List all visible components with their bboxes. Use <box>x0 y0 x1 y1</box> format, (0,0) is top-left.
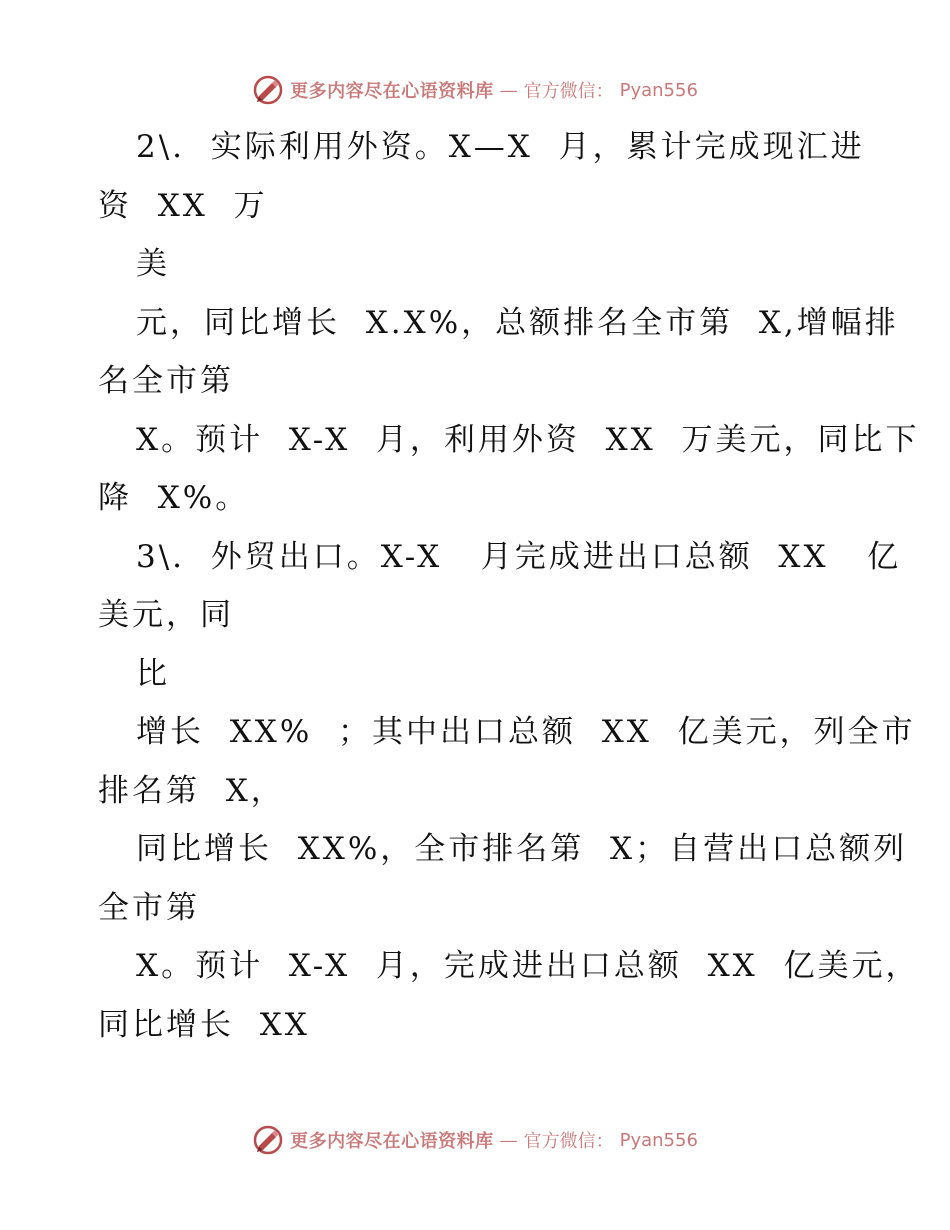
text-line: 2\. 实际利用外资。X—X 月，累计完成现汇进 <box>136 129 865 165</box>
text-line: 同比增长 XX <box>98 1006 310 1043</box>
text-line: 元，同比增长 X.X%，总额排名全市第 X,增幅排 <box>136 304 899 341</box>
banner-wechat-id: Pyan556 <box>619 79 698 101</box>
banner-title: 更多内容尽在心语资料库 <box>290 81 494 102</box>
pen-logo-icon <box>252 74 284 106</box>
text-line: 美 <box>136 246 170 282</box>
text-line: X。预计 X-X 月，完成进出口总额 XX 亿美元， <box>136 948 920 984</box>
text-line: 3\. 外贸出口。X-X 月完成进出口总额 XX 亿 <box>136 538 902 575</box>
text-line: 比 <box>136 655 170 692</box>
banner-content <box>252 74 698 106</box>
header-watermark-banner <box>0 70 950 110</box>
text-line: 降 X%。 <box>98 480 250 516</box>
pen-logo-icon <box>252 1124 284 1156</box>
text-line: 同比增长 XX%，全市排名第 X；自营出口总额列 <box>136 831 908 867</box>
text-line: 增长 XX% ；其中出口总额 XX 亿美元，列全市 <box>136 714 916 750</box>
banner-wechat-label: 官方微信： <box>523 81 614 102</box>
document-body <box>98 118 920 1054</box>
banner-dash: — <box>499 1129 518 1151</box>
banner-wechat-label: 官方微信： <box>523 1131 614 1152</box>
text-line: 资 XX 万 <box>98 187 268 224</box>
banner-content <box>252 1124 698 1156</box>
text-line: 美元，同 <box>98 597 234 633</box>
text-line: 名全市第 <box>98 363 234 399</box>
footer-watermark-banner <box>0 1120 950 1160</box>
banner-wechat-id: Pyan556 <box>619 1129 698 1151</box>
banner-dash: — <box>499 79 518 101</box>
text-line: X。预计 X-X 月，利用外资 XX 万美元，同比下 <box>136 421 920 458</box>
banner-title: 更多内容尽在心语资料库 <box>290 1131 494 1152</box>
text-line: 排名第 X， <box>98 772 285 809</box>
text-line: 全市第 <box>98 889 200 926</box>
